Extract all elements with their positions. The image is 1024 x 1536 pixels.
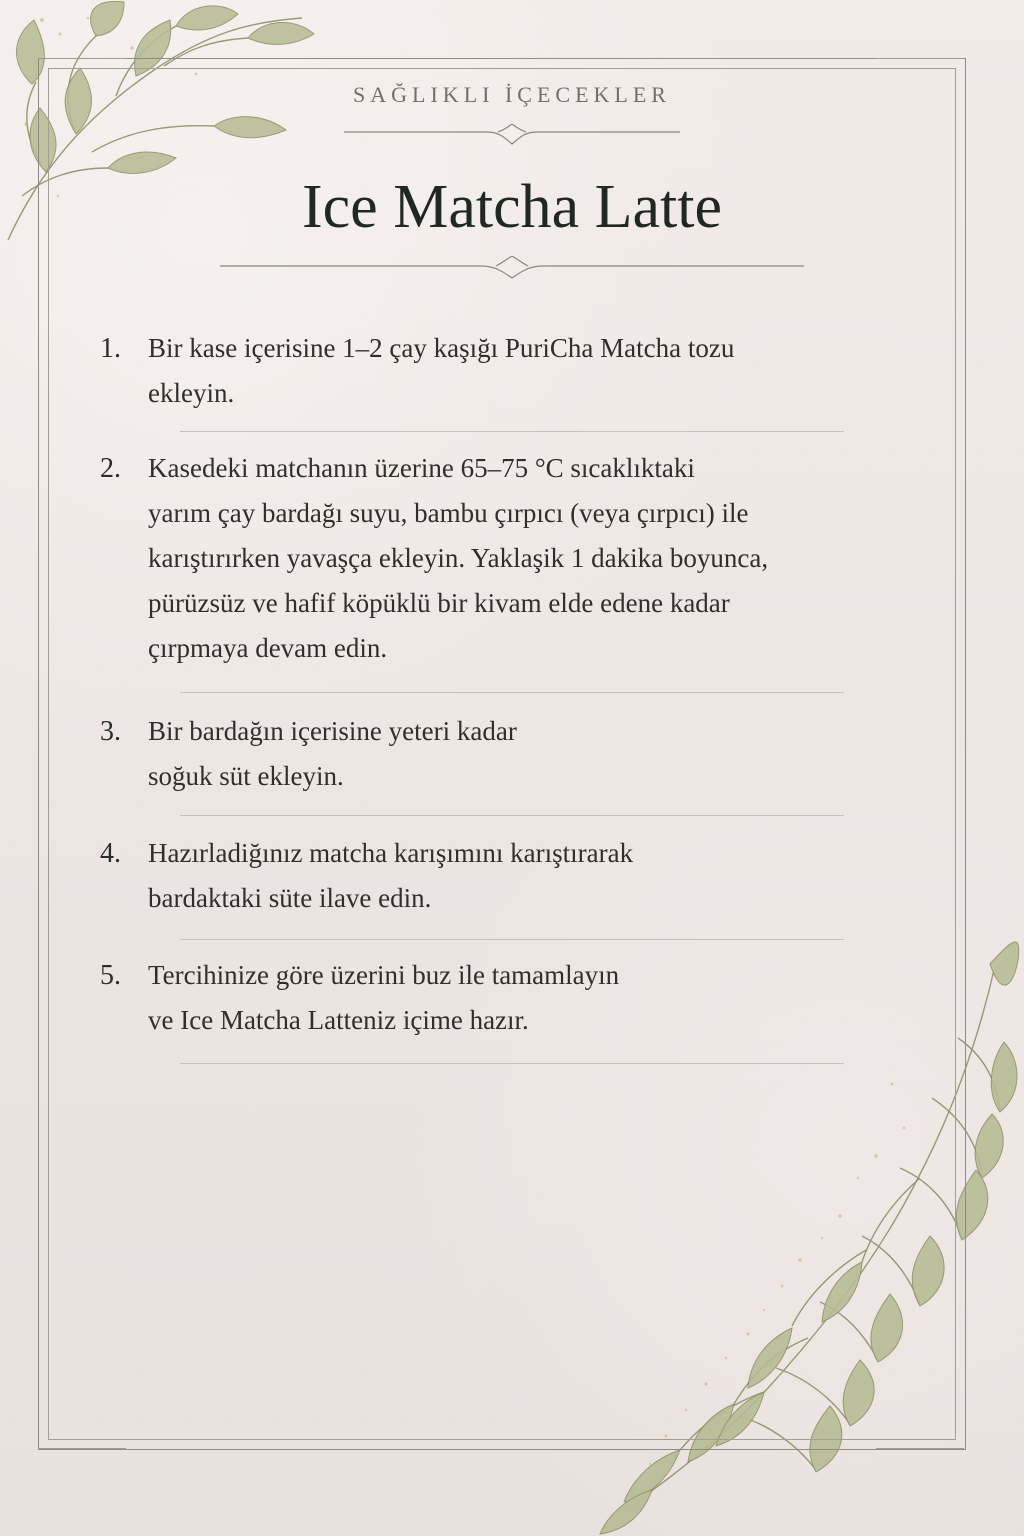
step-2 — [100, 446, 890, 674]
top-flourish-divider — [344, 124, 680, 148]
step-3 — [100, 709, 890, 799]
top-left-frame-accent — [38, 58, 126, 59]
step-text — [148, 953, 890, 1043]
step-text-line: Bir bardağın içerisine yeteri kadar — [148, 716, 517, 746]
bottom-left-frame-accent — [38, 1448, 126, 1449]
step-number: 3. — [100, 716, 121, 747]
bottom-right-frame-accent — [876, 1448, 964, 1449]
step-number: 4. — [100, 838, 121, 869]
step-text — [148, 446, 890, 671]
step-number: 2. — [100, 453, 121, 484]
step-text — [148, 709, 890, 799]
step-text-line: Tercihinize göre üzerini buz ile tamamlayın — [148, 960, 620, 990]
step-divider — [180, 1063, 844, 1064]
step-text — [148, 831, 890, 921]
step-text-line: soğuk süt ekleyin. — [148, 761, 344, 791]
step-divider — [180, 939, 844, 940]
flourish-icon — [220, 256, 804, 278]
step-number: 1. — [100, 333, 121, 364]
step-text-line: yarım çay bardağı suyu, bambu çırpıcı (veya çırpıcı) ile — [148, 498, 749, 528]
step-number: 5. — [100, 960, 121, 991]
section-kicker: SAĞLIKLI İÇECEKLER — [353, 82, 671, 107]
step-text-line: çırpmaya devam edin. — [148, 633, 388, 663]
step-5 — [100, 953, 890, 1043]
title-flourish-divider — [220, 256, 804, 280]
step-text-line: bardaktaki süte ilave edin. — [148, 883, 432, 913]
step-divider — [180, 815, 844, 816]
step-1 — [100, 326, 890, 418]
top-right-frame-accent — [876, 58, 964, 59]
page-title: Ice Matcha Latte — [302, 173, 722, 241]
step-text-line: ekleyin. — [148, 378, 235, 408]
step-text-line: Kasedeki matchanın üzerine 65–75 °C sıcaklıktaki — [148, 453, 695, 483]
step-text — [148, 326, 890, 416]
step-text-line: karıştırırken yavaşça ekleyin. Yaklaşik 1 dakika boyunca, — [148, 543, 769, 573]
step-divider — [180, 692, 844, 693]
step-text-line: Bir kase içerisine 1–2 çay kaşığı PuriCha Matcha tozu — [148, 333, 735, 363]
step-text-line: Hazırladiğınız matcha karışımını karıştırarak — [148, 838, 634, 868]
leaf-branch-icon — [650, 970, 1000, 1492]
step-text-line: pürüzsüz ve hafif köpüklü bir kivam elde edene kadar — [148, 588, 730, 618]
step-divider — [180, 431, 844, 432]
flourish-icon — [344, 124, 680, 144]
step-text-line: ve Ice Matcha Latteniz içime hazır. — [148, 1005, 529, 1035]
step-4 — [100, 831, 890, 921]
